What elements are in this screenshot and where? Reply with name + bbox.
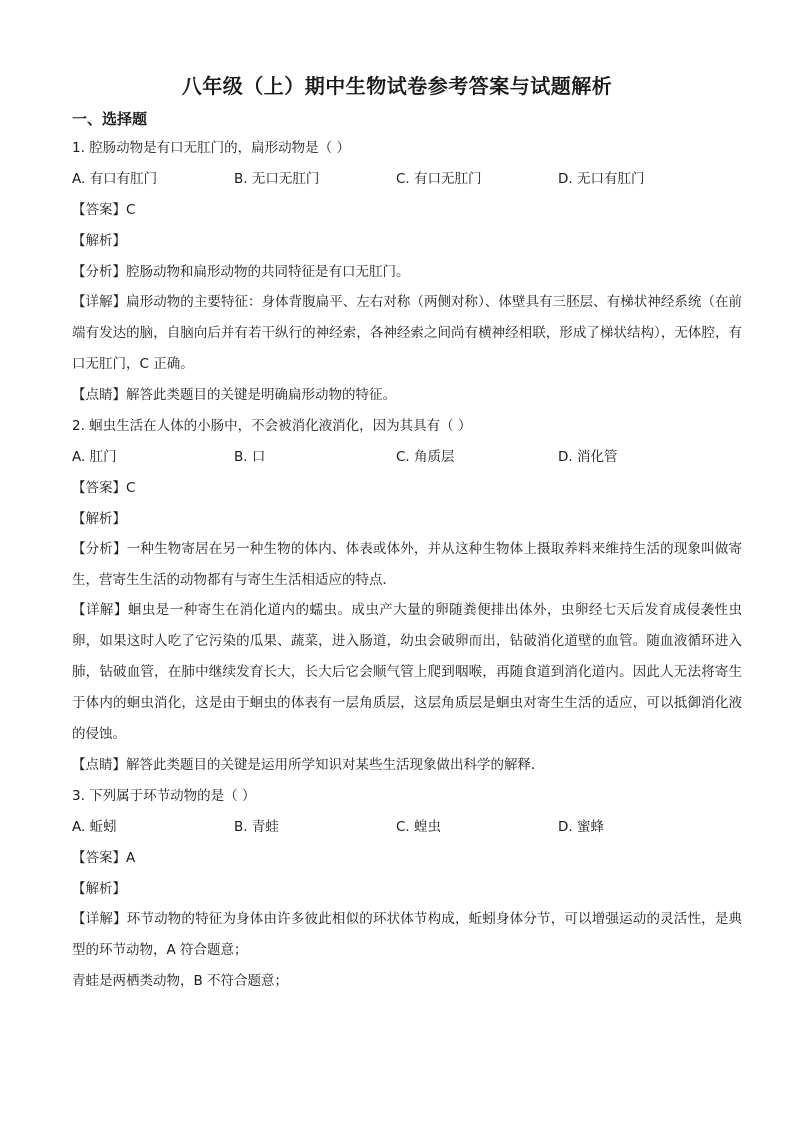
detail-text: 蛔虫是一种寄生在消化道内的蠕虫。成虫产大量的卵随粪便排出体外，虫卵经七天后发育成侵袭性虫卵，如果这时人吃了它污染的瓜果、蔬菜，进入肠道，幼虫会破卵而出，钻破消化道壁的血管。随血液循环进入肺，钻破血管，在肺中继续发育长大，长大后它会顺气管上爬到咽喉，再随食道到消化道内。因此人无法将寄生于体内的蛔虫消化，这是由于蛔虫的体表有一层角质层，这层角质层是蛔虫对寄生生活的适应，可以抵御消化液的侵蚀。 (72, 602, 743, 742)
option-a: A. 肛门 (72, 449, 117, 465)
option-d: D. 无口有肛门 (558, 171, 645, 187)
answer-value: C (126, 480, 136, 496)
answer-value: C (126, 202, 136, 218)
option-b: B. 无口无肛门 (234, 171, 320, 187)
fenxi-label: 【分析】 (72, 264, 126, 280)
option-d: D. 消化管 (558, 449, 618, 465)
comment-text: 解答此类题目的关键是明确扁形动物的特征。 (126, 387, 396, 403)
fenxi-label: 【分析】 (72, 541, 127, 557)
analysis-label: 【解析】 (72, 233, 126, 249)
analysis-label: 【解析】 (72, 511, 126, 527)
answer-label: 【答案】 (72, 850, 126, 866)
question-3-extra: 青蛙是两栖类动物，B 不符合题意； (72, 973, 289, 989)
question-2-answer (72, 478, 742, 498)
option-c: C. 蝗虫 (396, 819, 442, 835)
option-b: B. 口 (234, 449, 266, 465)
page-title: 八年级（上）期中生物试卷参考答案与试题解析 (181, 74, 613, 98)
question-1-comment (72, 385, 742, 405)
option-b: B. 青蛙 (234, 819, 279, 835)
question-1-stem: 1. 腔肠动物是有口无肛门的，扁形动物是（ ） (72, 140, 350, 156)
question-1-answer (72, 200, 742, 220)
detail-label: 【详解】 (72, 602, 128, 618)
option-d: D. 蜜蜂 (558, 819, 604, 835)
answer-label: 【答案】 (72, 480, 126, 496)
question-3-options (72, 817, 742, 837)
comment-label: 【点睛】 (72, 757, 126, 773)
question-2-detail (72, 595, 742, 750)
option-c: C. 角质层 (396, 449, 455, 465)
question-2-options (72, 447, 742, 467)
option-a: A. 蚯蚓 (72, 819, 117, 835)
question-1-detail (72, 287, 742, 380)
detail-label: 【详解】 (72, 294, 127, 310)
detail-text: 扁形动物的主要特征：身体背腹扁平、左右对称（两侧对称）、体壁具有三胚层、有梯状神经系统（在前端有发达的脑，自脑向后并有若干纵行的神经索，各神经索之间尚有横神经相联，形成了梯状结构），无体腔，有口无肛门，C 正确。 (72, 294, 743, 372)
question-2-comment (72, 755, 742, 775)
answer-label: 【答案】 (72, 202, 126, 218)
section-heading: 一、选择题 (72, 110, 148, 128)
option-c: C. 有口无肛门 (396, 171, 482, 187)
question-1-options (72, 169, 742, 189)
option-a: A. 有口有肛门 (72, 171, 158, 187)
question-2-stem: 2. 蛔虫生活在人体的小肠中，不会被消化液消化，因为其具有（ ） (72, 418, 472, 434)
comment-label: 【点睛】 (72, 387, 126, 403)
fenxi-text: 腔肠动物和扁形动物的共同特征是有口无肛门。 (126, 264, 410, 280)
answer-value: A (126, 850, 136, 866)
question-2-fenxi (72, 534, 742, 596)
comment-text: 解答此类题目的关键是运用所学知识对某些生活现象做出科学的解释． (126, 757, 545, 773)
question-3-detail (72, 904, 742, 966)
detail-label: 【详解】 (72, 911, 127, 927)
question-1-fenxi (72, 262, 742, 282)
question-3-stem: 3. 下列属于环节动物的是（ ） (72, 788, 256, 804)
fenxi-text: 一种生物寄居在另一种生物的体内、体表或体外，并从这种生物体上摄取养料来维持生活的现象叫做寄生，营寄生生活的动物都有与寄生生活相适应的特点． (72, 541, 743, 588)
question-list (72, 138, 742, 1002)
detail-text: 环节动物的特征为身体由许多彼此相似的环状体节构成，蚯蚓身体分节，可以增强运动的灵活性，是典型的环节动物，A 符合题意； (72, 911, 743, 958)
analysis-label: 【解析】 (72, 881, 126, 897)
question-3-answer (72, 848, 742, 868)
